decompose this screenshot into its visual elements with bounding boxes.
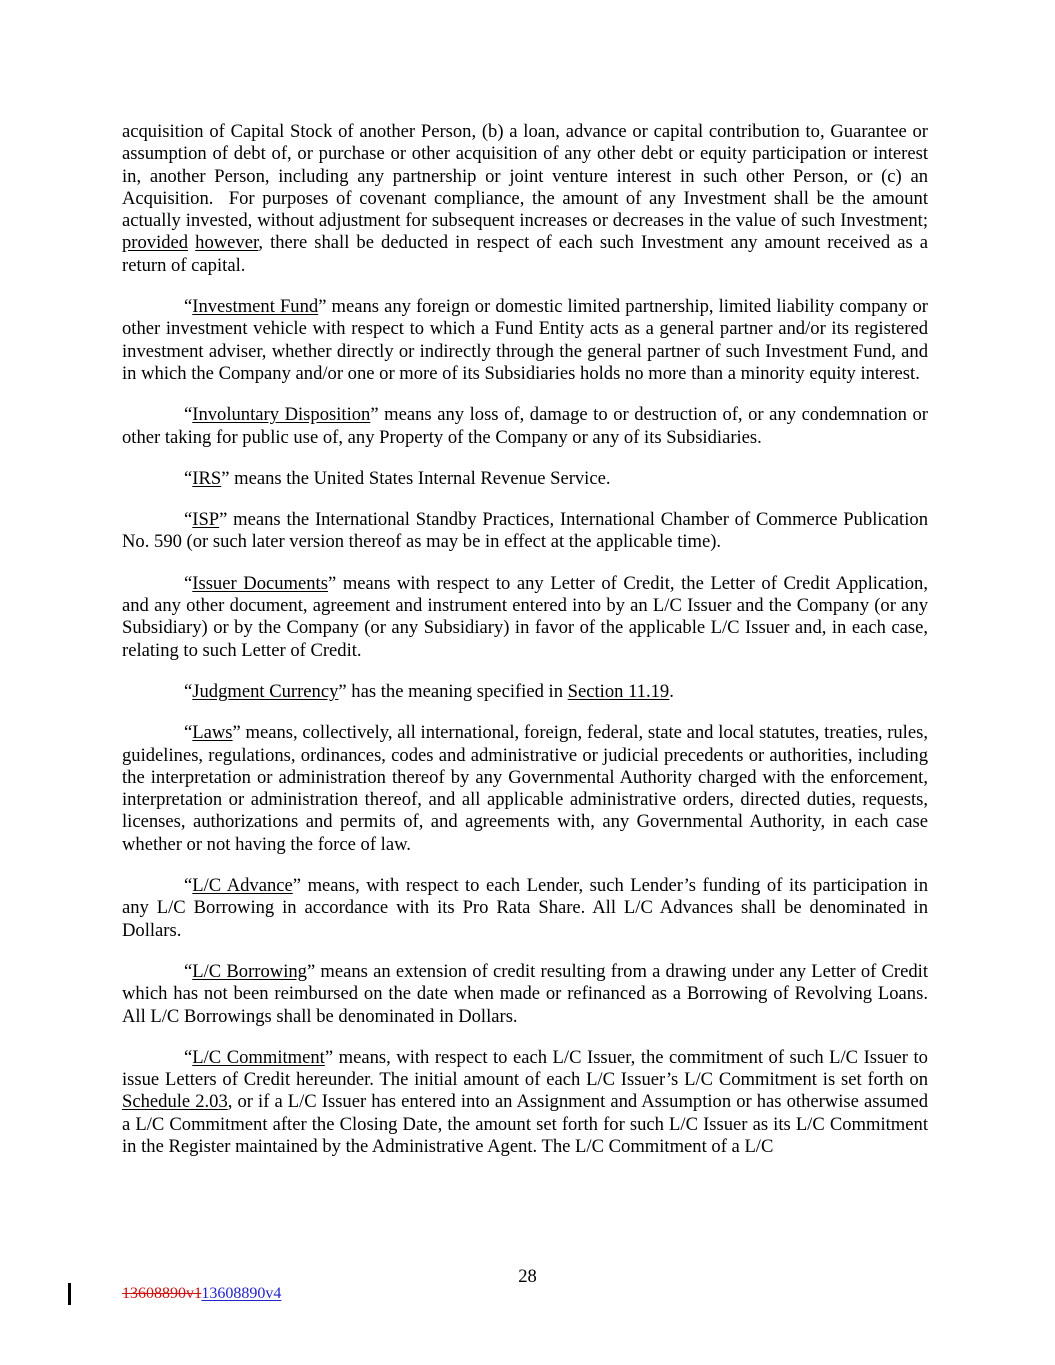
body-text: acquisition of Capital Stock of another Person, (b) a loan, advance or capital contribution to, Guarantee or assumption of debt of, or purchase or other acquisition of any other debt or equity participation or interest in, another Person, including any partnership or joint venture interest in such other Person, or (c) an Acquisition. For purposes of covenant compliance, the amount of any Investment shall be the amount actually invested, without adjustment for subsequent increases or decreases in the value of such Investment; <box>122 121 928 232</box>
defined-term: IRS <box>192 467 222 489</box>
paragraph <box>122 875 928 942</box>
paragraph <box>122 121 928 277</box>
body-text: ” means with respect to any Letter of Credit, the Letter of Credit Application, and any other document, agreement and instrument entered into by an L/C Issuer and the Company (or any Subsidiary) or by the Company (or any Subsidiary) in favor of the applicable L/C Issuer and, in each case, relating to such Letter of Credit. <box>122 572 929 661</box>
body-text: “ <box>184 296 193 318</box>
paragraph <box>122 1047 928 1158</box>
body-text: “ <box>184 467 193 489</box>
paragraph <box>122 961 928 1028</box>
defined-term: provided <box>122 232 189 254</box>
body-text: ” means the United States Internal Revenue Service. <box>221 467 611 489</box>
body-text: “ <box>184 1046 193 1068</box>
defined-term: L/C Advance <box>192 875 293 897</box>
defined-term: Schedule 2.03 <box>122 1091 228 1113</box>
defined-term: Laws <box>192 722 233 744</box>
document-number-deleted: 13608890v1 <box>122 1285 202 1302</box>
defined-term: L/C Borrowing <box>192 960 307 982</box>
body-text: “ <box>184 680 193 702</box>
body-text: “ <box>184 960 193 982</box>
body-text: , or if a L/C Issuer has entered into an Assignment and Assumption or has otherwise assumed a L/C Commitment after the Closing Date, the amount set forth for such L/C Issuer as its L/C Commitment in the Register maintained by the Administrative Agent. The L/C Commitment of a L/C <box>122 1091 928 1157</box>
body-text: “ <box>184 509 193 531</box>
paragraphs <box>122 121 928 1177</box>
defined-term: Judgment Currency <box>192 680 339 702</box>
document-number-inserted: 13608890v4 <box>201 1285 282 1302</box>
body-text: ” means any foreign or domestic limited partnership, limited liability company or other investment vehicle with respect to which a Fund Entity acts as a general partner and/or its registered investment adviser, whether directly or indirectly through the general partner of such Investment Fund, and in which the Company and/or one or more of its Subsidiaries holds no more than a minority equity interest. <box>122 296 928 384</box>
revision-change-bar <box>68 1283 71 1305</box>
page-number: 28 <box>518 1266 537 1287</box>
body-text: , there shall be deducted in respect of each such Investment any amount received as a return of capital. <box>122 232 928 276</box>
defined-term: however <box>195 232 259 254</box>
body-text: “ <box>184 404 193 426</box>
body-text: “ <box>184 722 193 744</box>
body-text: ” means, collectively, all international, foreign, federal, state and local statutes, treaties, rules, guidelines, regulations, ordinances, codes and administrative or judicial precedents or authorities, including the interpretation or administration thereof by any Governmental Authority charged with the enforcement, interpretation or administration thereof, and all applicable administrative orders, directed duties, requests, licenses, authorizations and permits of, and agreements with, any Governmental Authority, in each case whether or not having the force of law. <box>122 722 928 855</box>
body-text: “ <box>184 572 193 594</box>
document-number-redline <box>122 1284 281 1304</box>
paragraph <box>122 404 928 449</box>
paragraph <box>122 468 928 490</box>
body-text: ” means, with respect to each L/C Issuer, the commitment of such L/C Issuer to issue Letters of Credit hereunder. The initial amount of each L/C Issuer’s L/C Commitment is set forth on <box>122 1046 928 1091</box>
body-text: “ <box>184 875 193 897</box>
defined-term: Involuntary Disposition <box>192 404 371 426</box>
paragraph <box>122 573 928 662</box>
body-text: ” has the meaning specified in <box>338 680 568 702</box>
paragraph <box>122 722 928 856</box>
defined-term: ISP <box>192 509 220 531</box>
body-text: ” means the International Standby Practices, International Chamber of Commerce Publication No. 590 (or such later version thereof as may be in effect at the applicable time). <box>122 509 928 553</box>
body-text: . <box>669 680 674 702</box>
paragraph <box>122 509 928 554</box>
paragraph <box>122 681 928 703</box>
defined-term: Section 11.19 <box>567 680 670 702</box>
defined-term: Issuer Documents <box>192 572 328 594</box>
paragraph <box>122 296 928 385</box>
body-text: ” means, with respect to each Lender, such Lender’s funding of its participation in any L/C Borrowing in accordance with its Pro Rata Share. All L/C Advances shall be denominated in Dollars. <box>122 875 929 941</box>
defined-term: L/C Commitment <box>192 1046 325 1068</box>
body-text: ” means an extension of credit resulting from a drawing under any Letter of Credit which has not been reimbursed on the date when made or refinanced as a Borrowing of Revolving Loans. All L/C Borrowings shall be denominated in Dollars. <box>122 960 928 1027</box>
defined-term: Investment Fund <box>192 296 319 318</box>
body-text: ” means any loss of, damage to or destruction of, or any condemnation or other taking for public use of, any Property of the Company or any of its Subsidiaries. <box>122 404 928 448</box>
